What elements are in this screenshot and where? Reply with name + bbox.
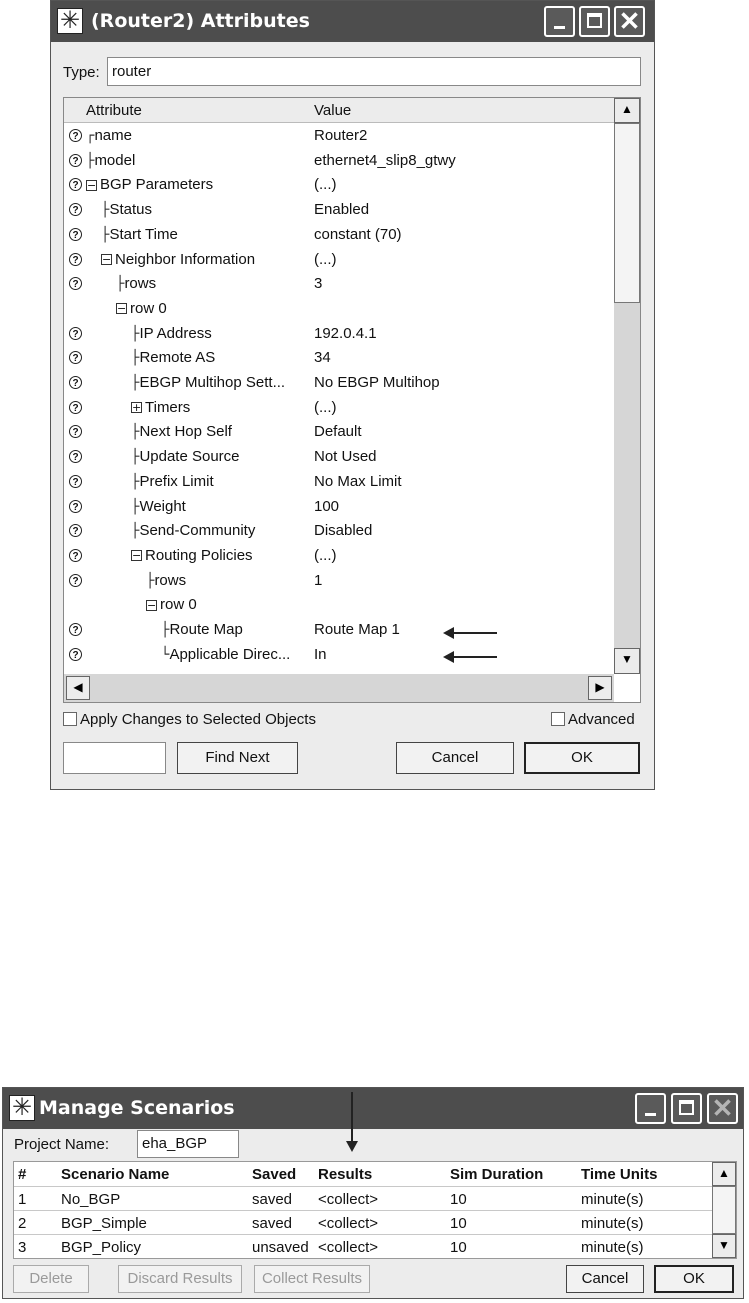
project-name-label: Project Name:	[14, 1136, 110, 1153]
column-header[interactable]: Results	[318, 1166, 373, 1183]
help-icon[interactable]: ?	[69, 129, 82, 142]
table-cell[interactable]: <collect>	[318, 1239, 379, 1256]
attribute-value-cell[interactable]: In	[314, 645, 327, 663]
attribute-label: row 0	[130, 299, 167, 317]
find-next-button[interactable]: Find Next	[177, 742, 298, 774]
attribute-value-cell[interactable]: (...)	[314, 250, 337, 268]
scroll-down-button[interactable]: ▼	[712, 1234, 736, 1258]
table-cell[interactable]: <collect>	[318, 1191, 379, 1208]
type-field[interactable]: router	[107, 57, 641, 86]
attribute-label: BGP Parameters	[100, 176, 214, 194]
find-input[interactable]	[63, 742, 166, 774]
attribute-value-cell[interactable]: constant (70)	[314, 225, 402, 243]
table-header	[64, 98, 614, 123]
attribute-value-cell[interactable]: Not Used	[314, 448, 377, 466]
attribute-label: Route Map	[169, 621, 243, 638]
table-header	[14, 1162, 712, 1187]
collapse-icon[interactable]: −	[102, 253, 112, 267]
attribute-name-cell	[101, 247, 311, 272]
close-button[interactable]	[614, 6, 645, 37]
attribute-row[interactable]	[64, 197, 614, 222]
attribute-name-cell	[131, 518, 311, 543]
tree-branch-line: ├	[131, 498, 140, 515]
attribute-row[interactable]	[64, 568, 614, 593]
table-cell[interactable]: No_BGP	[61, 1191, 121, 1208]
attribute-row[interactable]	[64, 345, 614, 370]
attribute-row[interactable]	[64, 518, 614, 543]
tree-branch-line: ├	[131, 449, 140, 466]
route-map-arrow	[445, 632, 497, 634]
tree-branch-line: ├	[131, 473, 140, 490]
attribute-row[interactable]	[64, 370, 614, 395]
attribute-row[interactable]	[64, 222, 614, 247]
table-cell[interactable]: 2	[18, 1215, 27, 1232]
attribute-name-cell	[161, 642, 311, 667]
table-cell[interactable]: minute(s)	[581, 1239, 644, 1256]
scroll-down-button[interactable]: ▼	[614, 648, 640, 674]
maximize-button[interactable]	[671, 1093, 702, 1124]
expand-icon[interactable]: +	[132, 401, 142, 415]
attribute-label: Prefix Limit	[139, 472, 214, 490]
attribute-name-cell	[131, 370, 311, 395]
table-cell[interactable]: minute(s)	[581, 1191, 644, 1208]
column-header[interactable]: Sim Duration	[450, 1166, 544, 1183]
table-cell[interactable]: 10	[450, 1239, 467, 1256]
attribute-value-cell[interactable]: No EBGP Multihop	[314, 374, 440, 391]
minimize-button[interactable]	[635, 1093, 666, 1124]
help-icon[interactable]: ?	[69, 277, 82, 290]
attribute-value-cell[interactable]: No Max Limit	[314, 472, 402, 490]
attribute-value-cell[interactable]: Enabled	[314, 201, 370, 219]
cancel-button[interactable]: Cancel	[396, 742, 514, 774]
help-icon[interactable]: ?	[69, 178, 82, 191]
table-row[interactable]	[14, 1210, 712, 1236]
attribute-value-cell[interactable]: ethernet4_slip8_gtwy	[314, 151, 456, 169]
attribute-label: rows	[124, 275, 157, 293]
scroll-right-button[interactable]: ▶	[588, 676, 612, 700]
help-icon[interactable]: ?	[69, 351, 82, 364]
attribute-row[interactable]	[64, 469, 614, 494]
tree-branch-line: ├	[131, 375, 140, 391]
tree-branch-line: └	[161, 646, 170, 663]
attribute-value-cell[interactable]: (...)	[314, 398, 337, 416]
tree-branch-line: ├	[161, 622, 170, 638]
tree-branch-line: ├	[101, 226, 110, 243]
horizontal-scrollbar[interactable]	[64, 674, 614, 702]
cancel-button[interactable]: Cancel	[566, 1265, 644, 1293]
close-button[interactable]	[707, 1093, 738, 1124]
tree-branch-line: ├	[86, 152, 95, 169]
column-header[interactable]: #	[18, 1166, 27, 1183]
attribute-value-cell[interactable]: 1	[314, 571, 323, 589]
attribute-label: row 0	[160, 596, 197, 614]
scroll-thumb[interactable]	[614, 123, 640, 303]
table-cell[interactable]: <collect>	[318, 1215, 379, 1232]
attribute-name-cell	[101, 222, 311, 247]
attribute-name-cell	[131, 321, 311, 346]
results-column-arrow	[351, 1092, 353, 1150]
tree-branch-line: ├	[131, 523, 140, 540]
table-cell[interactable]: saved	[252, 1191, 293, 1208]
help-icon[interactable]: ?	[69, 253, 82, 266]
attribute-name-cell	[131, 395, 311, 420]
attribute-label: IP Address	[139, 324, 212, 342]
attribute-label: Weight	[139, 497, 186, 515]
discard-results-button[interactable]: Discard Results	[118, 1265, 242, 1293]
attributes-dialog	[50, 0, 655, 790]
help-icon[interactable]: ?	[69, 425, 82, 438]
attribute-name-cell	[146, 568, 311, 593]
table-cell[interactable]: minute(s)	[581, 1215, 644, 1232]
scroll-up-button[interactable]: ▲	[712, 1162, 736, 1186]
tree-branch-line: ├	[131, 325, 140, 342]
scroll-thumb[interactable]	[712, 1186, 736, 1234]
attribute-row[interactable]	[64, 592, 614, 617]
attribute-row[interactable]	[64, 419, 614, 444]
attribute-label: Status	[109, 201, 152, 219]
attribute-label: EBGP Multihop Sett...	[139, 374, 286, 391]
dialog-title: Manage Scenarios	[39, 1097, 235, 1119]
close-icon: ✕	[711, 1093, 734, 1123]
attribute-name-cell	[116, 296, 311, 321]
app-asterisk-icon: ✳	[9, 1095, 35, 1121]
close-icon: ✕	[618, 6, 641, 36]
attribute-value-cell[interactable]: (...)	[314, 546, 337, 564]
attribute-row[interactable]	[64, 148, 614, 173]
tree-branch-line: ├	[101, 202, 110, 219]
collapse-icon[interactable]: −	[132, 549, 142, 563]
minimize-icon	[645, 1113, 656, 1116]
attribute-value-cell[interactable]: Disabled	[314, 522, 373, 540]
help-icon[interactable]: ?	[69, 154, 82, 167]
manage-scenarios-dialog	[2, 1087, 744, 1299]
table-cell[interactable]: unsaved	[252, 1239, 309, 1256]
attribute-value-cell[interactable]	[314, 592, 610, 617]
help-icon[interactable]: ?	[69, 228, 82, 241]
attribute-row[interactable]	[64, 321, 614, 346]
attribute-label: Routing Policies	[145, 546, 253, 564]
help-icon[interactable]: ?	[69, 475, 82, 488]
help-icon[interactable]: ?	[69, 574, 82, 587]
attribute-name-cell	[131, 345, 311, 370]
attribute-row[interactable]	[64, 444, 614, 469]
table-cell[interactable]: 1	[18, 1191, 27, 1208]
collect-results-button[interactable]: Collect Results	[254, 1265, 370, 1293]
attribute-row[interactable]	[64, 494, 614, 519]
attribute-label: Start Time	[109, 225, 178, 243]
attribute-name-cell	[131, 444, 311, 469]
attribute-label: Remote AS	[139, 349, 216, 367]
ok-button[interactable]: OK	[524, 742, 640, 774]
help-icon[interactable]: ?	[69, 500, 82, 513]
delete-button[interactable]: Delete	[13, 1265, 89, 1293]
help-icon[interactable]: ?	[69, 376, 82, 389]
attribute-label: Applicable Direc...	[169, 645, 291, 663]
minimize-icon	[554, 26, 565, 29]
attribute-value-cell[interactable]: 192.0.4.1	[314, 324, 377, 342]
ok-button[interactable]: OK	[654, 1265, 734, 1293]
attribute-row[interactable]	[64, 642, 614, 667]
attribute-label: Send-Community	[139, 522, 256, 540]
help-icon[interactable]: ?	[69, 524, 82, 537]
attribute-name-cell	[146, 592, 311, 617]
tree-branch-line: ┌	[86, 128, 95, 144]
maximize-icon	[587, 13, 602, 28]
attribute-row[interactable]	[64, 247, 614, 272]
attribute-row[interactable]	[64, 271, 614, 296]
collapse-icon[interactable]: −	[117, 302, 127, 316]
attribute-row[interactable]	[64, 543, 614, 568]
table-cell[interactable]: saved	[252, 1215, 293, 1232]
attribute-label: rows	[154, 571, 187, 589]
attribute-row[interactable]	[64, 123, 614, 148]
attribute-value-cell[interactable]: 100	[314, 497, 340, 515]
type-label: Type:	[63, 64, 100, 81]
table-row[interactable]	[14, 1186, 712, 1212]
tree-branch-line: ├	[131, 350, 140, 367]
scenarios-titlebar[interactable]	[3, 1088, 743, 1129]
help-icon[interactable]: ?	[69, 327, 82, 340]
tree-branch-line: ├	[131, 424, 140, 441]
attribute-name-cell	[131, 494, 311, 519]
attribute-name-cell	[116, 271, 311, 296]
table-cell[interactable]: 10	[450, 1215, 467, 1232]
apply-changes-label: Apply Changes to Selected Objects	[80, 711, 316, 728]
table-cell[interactable]: BGP_Simple	[61, 1215, 147, 1232]
attribute-label: model	[94, 151, 136, 169]
attribute-row[interactable]	[64, 172, 614, 197]
maximize-button[interactable]	[579, 6, 610, 37]
app-asterisk-icon: ✳	[57, 8, 83, 34]
attribute-name-cell	[86, 172, 311, 197]
attribute-name-cell	[131, 543, 311, 568]
collapse-icon[interactable]: −	[87, 178, 97, 192]
attribute-row[interactable]	[64, 395, 614, 420]
project-name-field[interactable]: eha_BGP	[137, 1130, 239, 1158]
table-cell[interactable]: 3	[18, 1239, 27, 1256]
attribute-value-cell[interactable]	[314, 296, 610, 321]
column-header[interactable]: Time Units	[581, 1166, 658, 1183]
collapse-icon[interactable]: −	[147, 598, 157, 612]
attribute-label: Update Source	[139, 448, 240, 466]
attribute-value-cell[interactable]: 3	[314, 275, 323, 293]
attribute-label: Timers	[145, 398, 191, 416]
advanced-checkbox[interactable]	[551, 712, 565, 726]
help-icon[interactable]: ?	[69, 623, 82, 636]
attribute-value-cell[interactable]: Route Map 1	[314, 621, 400, 638]
scroll-up-button[interactable]: ▲	[614, 98, 640, 123]
attributes-titlebar[interactable]	[51, 1, 654, 42]
attribute-value-cell[interactable]: Router2	[314, 127, 368, 144]
table-row[interactable]	[14, 1234, 712, 1259]
help-icon[interactable]: ?	[69, 549, 82, 562]
attribute-row[interactable]	[64, 617, 614, 642]
advanced-label: Advanced	[568, 711, 635, 728]
table-cell[interactable]: BGP_Policy	[61, 1239, 142, 1256]
attribute-name-cell	[131, 469, 311, 494]
apply-changes-checkbox[interactable]	[63, 712, 77, 726]
attribute-table	[63, 97, 641, 703]
attribute-name-cell	[161, 617, 311, 642]
minimize-button[interactable]	[544, 6, 575, 37]
tree-branch-line: ├	[146, 572, 155, 589]
header-attribute[interactable]: Attribute	[86, 102, 142, 119]
help-icon[interactable]: ?	[69, 450, 82, 463]
attribute-label: Next Hop Self	[139, 423, 232, 441]
help-icon[interactable]: ?	[69, 203, 82, 216]
attribute-label: Neighbor Information	[115, 250, 256, 268]
attribute-name-cell	[131, 419, 311, 444]
column-header[interactable]: Saved	[252, 1166, 297, 1183]
attribute-label: name	[94, 127, 132, 144]
attribute-value-cell[interactable]: (...)	[314, 176, 337, 194]
maximize-icon	[679, 1100, 694, 1115]
help-icon[interactable]: ?	[69, 401, 82, 414]
attribute-row[interactable]	[64, 296, 614, 321]
applicable-direction-arrow	[445, 656, 497, 658]
table-cell[interactable]: 10	[450, 1191, 467, 1208]
vertical-scrollbar[interactable]	[614, 98, 640, 674]
column-header[interactable]: Scenario Name	[61, 1166, 170, 1183]
header-value[interactable]: Value	[314, 102, 352, 119]
attribute-value-cell[interactable]: 34	[314, 349, 331, 367]
dialog-title: (Router2) Attributes	[91, 10, 310, 32]
scenarios-table	[13, 1161, 737, 1259]
help-icon[interactable]: ?	[69, 648, 82, 661]
scroll-left-button[interactable]: ◀	[66, 676, 90, 700]
attribute-name-cell	[101, 197, 311, 222]
attribute-name-cell	[86, 123, 311, 148]
vertical-scrollbar[interactable]	[712, 1162, 736, 1258]
tree-branch-line: ├	[116, 276, 125, 293]
attribute-name-cell	[86, 148, 311, 173]
attribute-value-cell[interactable]: Default	[314, 423, 362, 441]
